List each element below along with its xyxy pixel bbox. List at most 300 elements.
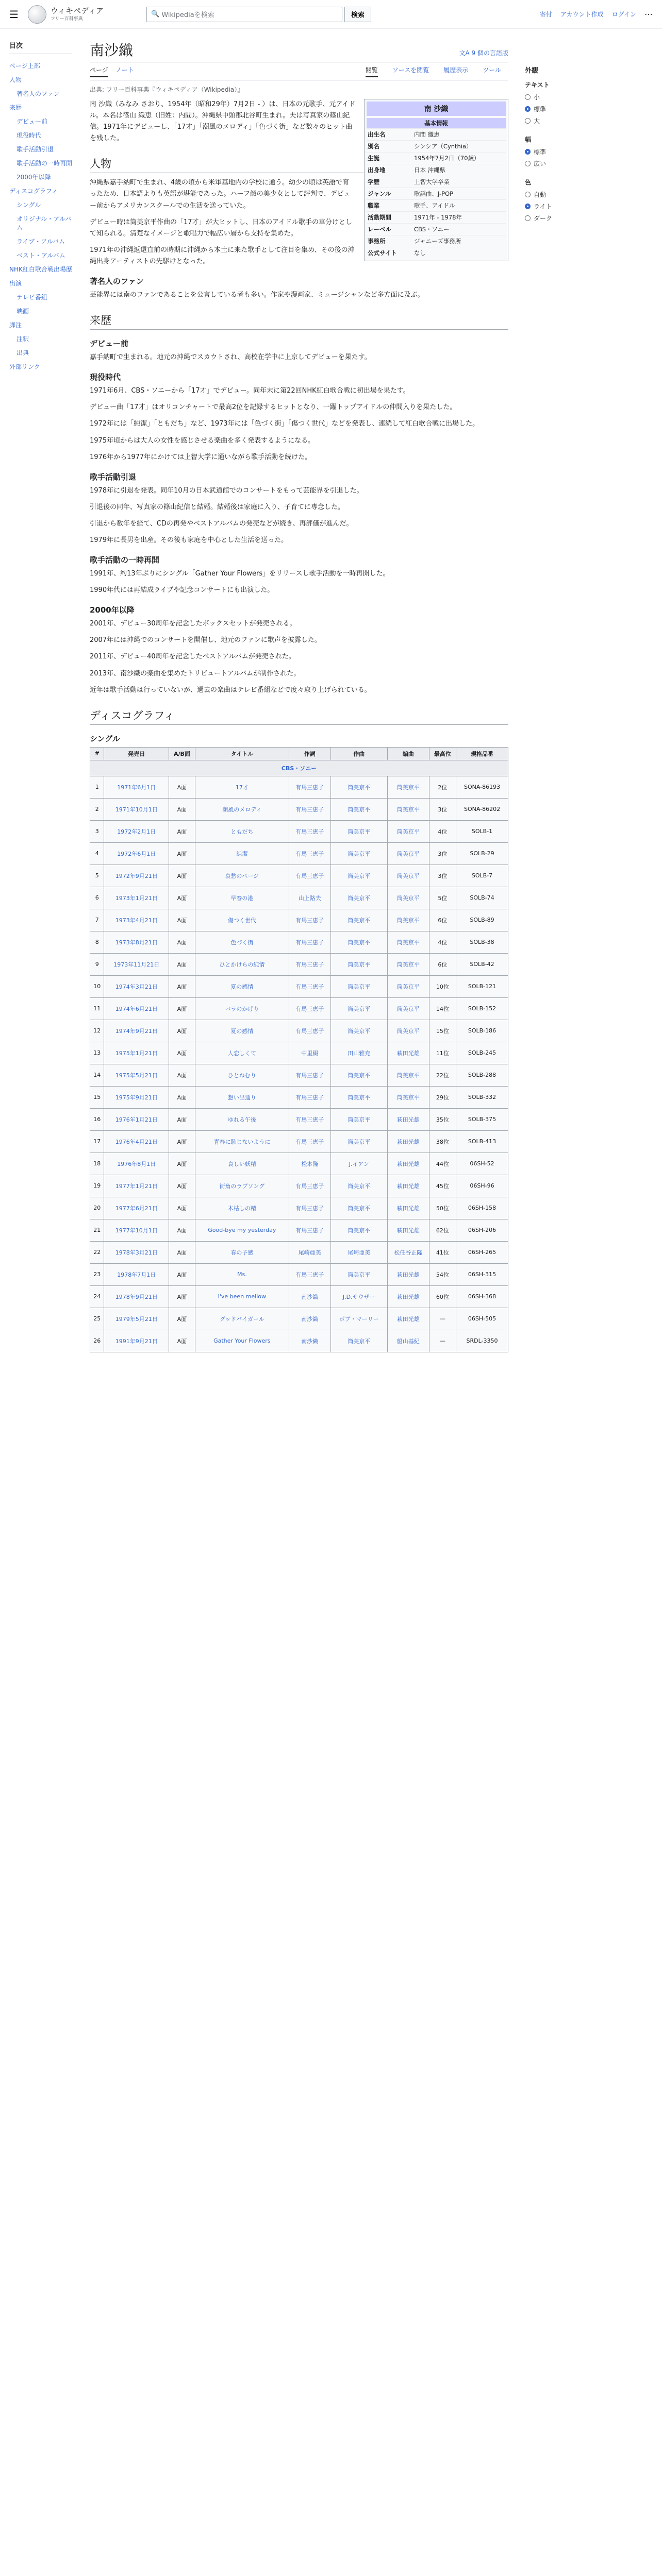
single-lyric-cell[interactable]: 有馬三恵子	[289, 1263, 330, 1285]
single-no-cell: 6	[90, 887, 104, 909]
retire-paragraph-2: 引退後の同年、写真家の篠山紀信と結婚。結婚後は家庭に入り、子育てに専念した。	[90, 503, 345, 511]
infobox-row	[367, 176, 506, 188]
single-date-cell[interactable]: 1976年4月21日	[104, 1130, 169, 1153]
toc-item[interactable]: 出演	[9, 280, 22, 287]
after2000-paragraph-1: 2001年、デビュー30周年を記念したボックスセットが発売される。	[90, 620, 296, 628]
single-code-cell: SOLB-245	[456, 1042, 508, 1064]
single-lyric-cell[interactable]: 有馬三恵子	[289, 842, 330, 865]
single-rank-cell: 4位	[429, 820, 456, 842]
single-rank-cell: 2位	[429, 776, 456, 798]
single-ab-cell: A面	[169, 1175, 195, 1197]
single-comp-cell[interactable]: 筒美京平	[330, 820, 387, 842]
single-arr-cell[interactable]: 松任谷正隆	[387, 1241, 429, 1263]
toc-item[interactable]: 歌手活動引退	[16, 146, 54, 153]
login-link[interactable]: ログイン	[611, 11, 636, 18]
single-title-cell[interactable]: 色づく街	[195, 931, 289, 953]
single-title-cell[interactable]: 春の予感	[195, 1241, 289, 1263]
single-arr-cell[interactable]: 萩田光雄	[387, 1130, 429, 1153]
single-code-cell: 06SH-96	[456, 1175, 508, 1197]
single-comp-cell[interactable]: 筒美京平	[330, 1108, 387, 1130]
appearance-option-label: 大	[534, 117, 540, 125]
single-arr-cell[interactable]: 筒美京平	[387, 997, 429, 1020]
user-links	[540, 9, 653, 19]
single-date-cell[interactable]: 1973年8月21日	[104, 931, 169, 953]
single-date-cell[interactable]: 1991年9月21日	[104, 1330, 169, 1352]
col-no: #	[90, 747, 104, 760]
single-date-cell[interactable]: 1977年10月1日	[104, 1219, 169, 1241]
single-comp-cell[interactable]: 筒美京平	[330, 1130, 387, 1153]
toc-item[interactable]: ディスコグラフィ	[9, 188, 58, 195]
single-title-cell[interactable]: 街角のラブソング	[195, 1175, 289, 1197]
single-lyric-cell[interactable]: 有馬三恵子	[289, 1219, 330, 1241]
single-comp-cell[interactable]: 筒美京平	[330, 1064, 387, 1086]
single-comp-cell[interactable]: 筒美京平	[330, 953, 387, 975]
single-lyric-cell[interactable]: 有馬三恵子	[289, 975, 330, 997]
single-no-cell: 2	[90, 798, 104, 820]
radio-icon[interactable]	[525, 161, 531, 166]
appearance-option-label: 小	[534, 94, 540, 101]
appearance-group-title: 幅	[525, 136, 532, 143]
appearance-option[interactable]	[525, 91, 641, 103]
single-no-cell: 12	[90, 1020, 104, 1042]
toc-item[interactable]: ページ上部	[9, 62, 40, 70]
tab-talk[interactable]: ノート	[115, 66, 134, 74]
single-lyric-cell[interactable]: 有馬三恵子	[289, 1020, 330, 1042]
article-source: 出典: フリー百科事典『ウィキペディア（Wikipedia）』	[90, 86, 244, 93]
single-lyric-cell[interactable]: 有馬三恵子	[289, 953, 330, 975]
single-no-cell: 26	[90, 1330, 104, 1352]
section-history: 来歴	[90, 312, 508, 330]
single-date-cell[interactable]: 1975年1月21日	[104, 1042, 169, 1064]
single-date-cell[interactable]: 1978年3月21日	[104, 1241, 169, 1263]
page-title: 南沙織	[90, 42, 134, 59]
single-date-cell[interactable]: 1973年4月21日	[104, 909, 169, 931]
single-ab-cell: A面	[169, 975, 195, 997]
single-rank-cell: 11位	[429, 1042, 456, 1064]
table-row	[90, 1219, 508, 1241]
toc-item[interactable]: テレビ番組	[16, 294, 47, 301]
section-active: 現役時代	[90, 372, 121, 382]
infobox-key: 出身地	[368, 166, 386, 174]
infobox-value: 内間 織恵	[414, 131, 440, 138]
single-code-cell: SRDL-3350	[456, 1330, 508, 1352]
single-arr-cell[interactable]: 萩田光雄	[387, 1153, 429, 1175]
single-comp-cell[interactable]: 筒美京平	[330, 798, 387, 820]
toc-item[interactable]: 来歴	[9, 104, 22, 111]
single-date-cell[interactable]: 1971年10月1日	[104, 798, 169, 820]
infobox-value: 1971年 - 1978年	[414, 214, 462, 221]
single-rank-cell: 6位	[429, 909, 456, 931]
single-code-cell: 06SH-265	[456, 1241, 508, 1263]
single-title-cell[interactable]: 木枯しの精	[195, 1197, 289, 1219]
single-ab-cell: A面	[169, 1108, 195, 1130]
appearance-option[interactable]	[525, 200, 641, 212]
tab-view-source[interactable]: ソースを閲覧	[392, 66, 429, 74]
single-date-cell[interactable]: 1974年9月21日	[104, 1020, 169, 1042]
infobox-key: 活動期間	[368, 214, 391, 221]
single-title-cell[interactable]: 潮風のメロディ	[195, 798, 289, 820]
single-no-cell: 17	[90, 1130, 104, 1153]
single-rank-cell: 62位	[429, 1219, 456, 1241]
single-comp-cell[interactable]: 田山雅充	[330, 1042, 387, 1064]
table-row	[90, 1042, 508, 1064]
single-lyric-cell[interactable]: 有馬三恵子	[289, 1175, 330, 1197]
single-no-cell: 25	[90, 1308, 104, 1330]
site-logo[interactable]	[28, 5, 126, 24]
single-date-cell[interactable]: 1973年11月21日	[104, 953, 169, 975]
single-arr-cell[interactable]: 筒美京平	[387, 953, 429, 975]
infobox-value: なし	[414, 249, 426, 257]
single-arr-cell[interactable]: 筒美京平	[387, 975, 429, 997]
single-date-cell[interactable]: 1978年9月21日	[104, 1285, 169, 1308]
single-comp-cell[interactable]: 筒美京平	[330, 997, 387, 1020]
infobox-value: 1954年7月2日（70歳）	[414, 155, 480, 162]
single-title-cell[interactable]: 人恋しくて	[195, 1042, 289, 1064]
donate-link[interactable]: 寄付	[539, 11, 552, 18]
single-code-cell: 06SH-368	[456, 1285, 508, 1308]
single-comp-cell[interactable]: 筒美京平	[330, 1020, 387, 1042]
single-code-cell: SOLB-29	[456, 842, 508, 865]
appearance-option[interactable]	[525, 115, 641, 127]
radio-icon[interactable]	[525, 192, 531, 197]
single-arr-cell[interactable]: 筒美京平	[387, 798, 429, 820]
single-title-cell[interactable]: Ms.	[195, 1263, 289, 1285]
single-rank-cell: 22位	[429, 1064, 456, 1086]
single-no-cell: 22	[90, 1241, 104, 1263]
appearance-group-title: 色	[525, 179, 532, 186]
single-rank-cell: 50位	[429, 1197, 456, 1219]
single-ab-cell: A面	[169, 1219, 195, 1241]
radio-icon[interactable]	[525, 149, 531, 155]
singles-body	[90, 760, 508, 1352]
single-no-cell: 21	[90, 1219, 104, 1241]
single-title-cell[interactable]: 純潔	[195, 842, 289, 865]
single-date-cell[interactable]: 1977年6月21日	[104, 1197, 169, 1219]
single-date-cell[interactable]: 1973年1月21日	[104, 887, 169, 909]
single-title-cell[interactable]: 17才	[195, 776, 289, 798]
wikipedia-globe-icon	[28, 5, 46, 24]
single-date-cell[interactable]: 1971年6月1日	[104, 776, 169, 798]
toc-item[interactable]: NHK紅白歌合戦出場歴	[9, 266, 72, 273]
single-comp-cell[interactable]: 筒美京平	[330, 1175, 387, 1197]
single-code-cell: SOLB-89	[456, 909, 508, 931]
single-date-cell[interactable]: 1972年9月21日	[104, 865, 169, 887]
single-code-cell: SOLB-1	[456, 820, 508, 842]
after2000-paragraph-4: 2013年、南沙織の楽曲を集めたトリビュートアルバムが制作された。	[90, 669, 301, 677]
toc-item[interactable]: 人物	[9, 76, 22, 83]
single-title-cell[interactable]: 早春の港	[195, 887, 289, 909]
single-comp-cell[interactable]: 尾崎亜美	[330, 1241, 387, 1263]
section-singles: シングル	[90, 734, 120, 743]
tab-read[interactable]: 閲覧	[366, 65, 378, 77]
single-title-cell[interactable]: 夏の感情	[195, 975, 289, 997]
label-row	[90, 760, 508, 776]
single-date-cell[interactable]: 1979年5月21日	[104, 1308, 169, 1330]
single-ab-cell: A面	[169, 1197, 195, 1219]
infobox-row	[367, 128, 506, 140]
single-comp-cell[interactable]: 筒美京平	[330, 931, 387, 953]
single-arr-cell[interactable]: 筒美京平	[387, 1086, 429, 1108]
label-cell[interactable]: CBS・ソニー	[90, 760, 508, 776]
single-title-cell[interactable]: Gather Your Flowers	[195, 1330, 289, 1352]
singles-header-row	[90, 747, 508, 760]
single-date-cell[interactable]: 1972年6月1日	[104, 842, 169, 865]
single-arr-cell[interactable]: 筒美京平	[387, 887, 429, 909]
single-code-cell: 06SH-505	[456, 1308, 508, 1330]
single-comp-cell[interactable]: 筒美京平	[330, 1197, 387, 1219]
single-arr-cell[interactable]: 筒美京平	[387, 820, 429, 842]
single-title-cell[interactable]: 夏の感情	[195, 1020, 289, 1042]
toc-item[interactable]: 注釈	[16, 335, 29, 343]
toc-item[interactable]: 出典	[16, 349, 29, 357]
single-code-cell: SOLB-152	[456, 997, 508, 1020]
language-button[interactable]: 文A 9 個の言語版	[459, 49, 508, 57]
single-no-cell: 7	[90, 909, 104, 931]
infobox-value: 歌手、アイドル	[414, 202, 455, 209]
more-icon[interactable]: ⋯	[644, 9, 653, 19]
radio-icon[interactable]	[525, 215, 531, 221]
toc-item[interactable]: デビュー前	[16, 118, 48, 125]
tab-tools[interactable]: ツール	[483, 66, 501, 74]
single-title-cell[interactable]: I've been mellow	[195, 1285, 289, 1308]
single-no-cell: 10	[90, 975, 104, 997]
single-comp-cell[interactable]: 筒美京平	[330, 887, 387, 909]
single-date-cell[interactable]: 1972年2月1日	[104, 820, 169, 842]
single-ab-cell: A面	[169, 887, 195, 909]
single-ab-cell: A面	[169, 842, 195, 865]
single-arr-cell[interactable]: 筒美京平	[387, 1064, 429, 1086]
single-code-cell: SONA-86202	[456, 798, 508, 820]
single-lyric-cell[interactable]: 尾崎亜美	[289, 1241, 330, 1263]
table-row	[90, 1064, 508, 1086]
retire-paragraph-1: 1978年に引退を発表。同年10月の日本武道館でのコンサートをもって芸能界を引退した。	[90, 486, 363, 495]
single-title-cell[interactable]: 傷つく世代	[195, 909, 289, 931]
single-code-cell: SOLB-413	[456, 1130, 508, 1153]
tab-history[interactable]: 履歴表示	[443, 66, 469, 74]
appearance-option[interactable]	[525, 146, 641, 158]
single-comp-cell[interactable]: 筒美京平	[330, 776, 387, 798]
single-ab-cell: A面	[169, 1285, 195, 1308]
single-no-cell: 11	[90, 997, 104, 1020]
single-lyric-cell[interactable]: 有馬三恵子	[289, 865, 330, 887]
single-ab-cell: A面	[169, 798, 195, 820]
toc-item[interactable]: ベスト・アルバム	[16, 252, 65, 259]
single-arr-cell[interactable]: 筒美京平	[387, 1020, 429, 1042]
infobox-row	[367, 188, 506, 199]
single-title-cell[interactable]: ともだち	[195, 820, 289, 842]
toc-item[interactable]: オリジナル・アルバム	[16, 215, 72, 231]
table-row	[90, 931, 508, 953]
single-no-cell: 15	[90, 1086, 104, 1108]
single-title-cell[interactable]: 哀愁のページ	[195, 865, 289, 887]
single-arr-cell[interactable]: 筒美京平	[387, 842, 429, 865]
single-lyric-cell[interactable]: 山上路夫	[289, 887, 330, 909]
appearance-option-label: ライト	[534, 203, 552, 210]
single-arr-cell[interactable]: 筒美京平	[387, 931, 429, 953]
search-icon: 🔍	[151, 10, 162, 18]
table-row	[90, 798, 508, 820]
toc-item[interactable]: 外部リンク	[9, 363, 40, 370]
single-comp-cell[interactable]: 筒美京平	[330, 1330, 387, 1352]
single-lyric-cell[interactable]: 南沙織	[289, 1330, 330, 1352]
single-lyric-cell[interactable]: 有馬三恵子	[289, 1108, 330, 1130]
col-composer: 作曲	[330, 747, 387, 760]
single-lyric-cell[interactable]: 中里綴	[289, 1042, 330, 1064]
single-date-cell[interactable]: 1976年1月21日	[104, 1108, 169, 1130]
active-paragraph-5: 1976年から1977年にかけては上智大学に通いながら歌手活動を続けた。	[90, 453, 312, 461]
table-row	[90, 1020, 508, 1042]
single-ab-cell: A面	[169, 931, 195, 953]
single-date-cell[interactable]: 1975年5月21日	[104, 1064, 169, 1086]
section-discography: ディスコグラフィ	[90, 707, 508, 725]
single-date-cell[interactable]: 1975年9月21日	[104, 1086, 169, 1108]
single-arr-cell[interactable]: 萩田光雄	[387, 1263, 429, 1285]
toc-item[interactable]: 歌手活動の一時再開	[16, 160, 73, 167]
single-code-cell: SOLB-121	[456, 975, 508, 997]
single-arr-cell[interactable]: 筒美京平	[387, 776, 429, 798]
single-code-cell: SOLB-42	[456, 953, 508, 975]
single-code-cell: 06SH-315	[456, 1263, 508, 1285]
single-comp-cell[interactable]: 筒美京平	[330, 909, 387, 931]
table-row	[90, 953, 508, 975]
top-header	[0, 0, 662, 29]
table-row	[90, 1285, 508, 1308]
single-comp-cell[interactable]: 筒美京平	[330, 975, 387, 997]
single-code-cell: SOLB-38	[456, 931, 508, 953]
appearance-group	[525, 135, 641, 170]
single-arr-cell[interactable]: 筒美京平	[387, 909, 429, 931]
single-lyric-cell[interactable]: 有馬三恵子	[289, 776, 330, 798]
radio-icon[interactable]	[525, 204, 531, 209]
single-lyric-cell[interactable]: 有馬三恵子	[289, 798, 330, 820]
appearance-title: 外観	[525, 65, 641, 77]
search-button[interactable]: 検索	[344, 7, 371, 22]
single-comp-cell[interactable]: J.イアン	[330, 1153, 387, 1175]
appearance-option[interactable]	[525, 158, 641, 170]
retire-paragraph-4: 1979年に長男を出産。その後も家庭を中心とした生活を送った。	[90, 536, 288, 544]
single-arr-cell[interactable]: 萩田光雄	[387, 1197, 429, 1219]
single-arr-cell[interactable]: 萩田光雄	[387, 1285, 429, 1308]
tab-page[interactable]: ページ	[90, 65, 108, 77]
single-rank-cell: 54位	[429, 1263, 456, 1285]
single-lyric-cell[interactable]: 有馬三恵子	[289, 1086, 330, 1108]
single-lyric-cell[interactable]: 有馬三恵子	[289, 909, 330, 931]
create-account-link[interactable]: アカウント作成	[560, 11, 604, 18]
single-lyric-cell[interactable]: 有馬三恵子	[289, 1197, 330, 1219]
infobox-row	[367, 223, 506, 235]
toc-item[interactable]: シングル	[16, 201, 41, 209]
single-title-cell[interactable]: グッドバイガール	[195, 1308, 289, 1330]
single-comp-cell[interactable]: ボブ・マーリー	[330, 1308, 387, 1330]
single-arr-cell[interactable]: 萩田光雄	[387, 1108, 429, 1130]
single-lyric-cell[interactable]: 有馬三恵子	[289, 1064, 330, 1086]
radio-icon[interactable]	[525, 94, 531, 100]
single-ab-cell: A面	[169, 953, 195, 975]
toc-item[interactable]: 映画	[16, 308, 29, 315]
single-arr-cell[interactable]: 船山基紀	[387, 1330, 429, 1352]
table-row	[90, 1086, 508, 1108]
single-date-cell[interactable]: 1974年6月21日	[104, 997, 169, 1020]
single-lyric-cell[interactable]: 有馬三恵子	[289, 931, 330, 953]
single-date-cell[interactable]: 1976年8月1日	[104, 1153, 169, 1175]
appearance-option-label: 自動	[534, 191, 547, 198]
toc-item[interactable]: ライブ・アルバム	[16, 238, 65, 245]
single-no-cell: 1	[90, 776, 104, 798]
single-title-cell[interactable]: ひとかけらの純情	[195, 953, 289, 975]
single-comp-cell[interactable]: 筒美京平	[330, 842, 387, 865]
appearance-option[interactable]	[525, 103, 641, 115]
single-rank-cell: 3位	[429, 798, 456, 820]
single-comp-cell[interactable]: 筒美京平	[330, 1086, 387, 1108]
single-title-cell[interactable]: 想い出通り	[195, 1086, 289, 1108]
single-lyric-cell[interactable]: 有馬三恵子	[289, 1130, 330, 1153]
appearance-option[interactable]	[525, 189, 641, 200]
fans-paragraph: 芸能界には南のファンであることを公言している者も多い。作家や漫画家、ミュージシャンなど多方面に及ぶ。	[90, 291, 424, 299]
single-comp-cell[interactable]: 筒美京平	[330, 1219, 387, 1241]
single-lyric-cell[interactable]: 南沙織	[289, 1285, 330, 1308]
single-ab-cell: A面	[169, 1330, 195, 1352]
single-date-cell[interactable]: 1974年3月21日	[104, 975, 169, 997]
single-title-cell[interactable]: 青春に恥じないように	[195, 1130, 289, 1153]
single-date-cell[interactable]: 1977年1月21日	[104, 1175, 169, 1197]
single-comp-cell[interactable]: 筒美京平	[330, 865, 387, 887]
page-tabs	[90, 65, 508, 81]
single-lyric-cell[interactable]: 松本隆	[289, 1153, 330, 1175]
single-rank-cell: 15位	[429, 1020, 456, 1042]
single-title-cell[interactable]: 哀しい妖精	[195, 1153, 289, 1175]
single-ab-cell: A面	[169, 1153, 195, 1175]
single-code-cell: 06SH-158	[456, 1197, 508, 1219]
toc-item[interactable]: 脚注	[9, 321, 22, 329]
toc-item[interactable]: 現役時代	[16, 132, 42, 139]
single-arr-cell[interactable]: 萩田光雄	[387, 1219, 429, 1241]
single-lyric-cell[interactable]: 有馬三恵子	[289, 997, 330, 1020]
radio-icon[interactable]	[525, 106, 531, 112]
radio-icon[interactable]	[525, 118, 531, 124]
infobox-value: CBS・ソニー	[414, 226, 450, 233]
infobox-key: 出生名	[368, 131, 386, 138]
search-input[interactable]	[146, 7, 342, 22]
toc-item[interactable]: 著名人のファン	[16, 90, 60, 97]
single-arr-cell[interactable]: 萩田光雄	[387, 1175, 429, 1197]
appearance-group	[525, 178, 641, 224]
appearance-option[interactable]	[525, 212, 641, 224]
infobox-title: 南 沙織	[367, 101, 506, 116]
single-arr-cell[interactable]: 萩田光雄	[387, 1042, 429, 1064]
single-date-cell[interactable]: 1978年7月1日	[104, 1263, 169, 1285]
single-title-cell[interactable]: ひとねむり	[195, 1064, 289, 1086]
single-comp-cell[interactable]: J.D.サウザー	[330, 1285, 387, 1308]
appearance-group-title: テキスト	[525, 81, 550, 89]
single-title-cell[interactable]: ゆれる午後	[195, 1108, 289, 1130]
single-arr-cell[interactable]: 筒美京平	[387, 865, 429, 887]
single-rank-cell: 3位	[429, 842, 456, 865]
toc-item[interactable]: 2000年以降	[16, 174, 51, 181]
pre-debut-paragraph: 嘉手納町で生まれる。地元の沖縄でスカウトされ、高校在学中に上京してデビューを果たす。	[90, 353, 371, 362]
section-pre-debut: デビュー前	[90, 339, 129, 349]
appearance-panel	[521, 29, 650, 1352]
single-title-cell[interactable]: Good-bye my yesterday	[195, 1219, 289, 1241]
menu-icon[interactable]: ☰	[9, 8, 19, 21]
single-comp-cell[interactable]: 筒美京平	[330, 1263, 387, 1285]
single-lyric-cell[interactable]: 有馬三恵子	[289, 820, 330, 842]
infobox-value: 日本 沖縄県	[414, 166, 446, 174]
single-title-cell[interactable]: バラのかげり	[195, 997, 289, 1020]
single-arr-cell[interactable]: 萩田光雄	[387, 1308, 429, 1330]
active-paragraph-2: デビュー曲「17才」はオリコンチャートで最高2位を記録するヒットとなり、一躍トップアイドルの仲間入りを果たした。	[90, 403, 457, 412]
table-row	[90, 1130, 508, 1153]
single-lyric-cell[interactable]: 南沙織	[289, 1308, 330, 1330]
